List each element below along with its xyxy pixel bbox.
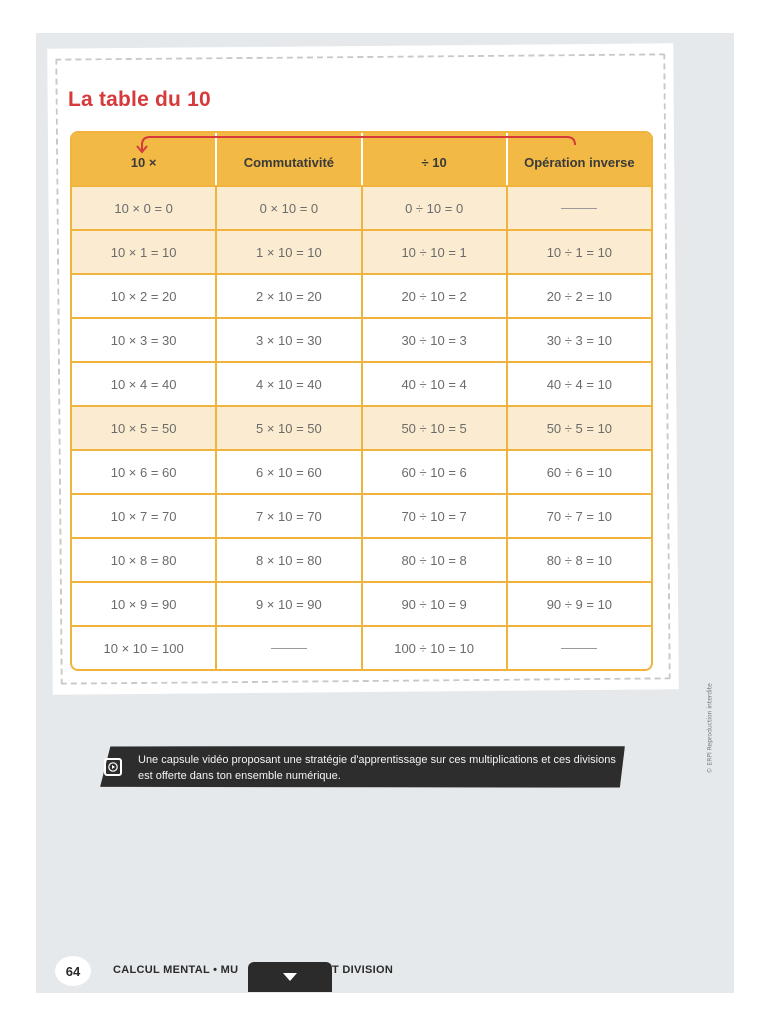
table-cell: 10 × 8 = 80 — [110, 552, 177, 568]
multiplication-table — [70, 131, 653, 671]
table-body — [72, 185, 651, 669]
video-banner-text: Une capsule vidéo proposant une stratégie d'apprentissage sur ces multiplications et ces divisions est offerte dans ton ensemble numérique. — [138, 754, 616, 782]
inverse-arrow — [70, 131, 649, 171]
table-cell: 10 × 3 = 30 — [110, 332, 177, 348]
table-row — [72, 449, 651, 493]
table-cell — [215, 627, 360, 669]
table-cell: 20 ÷ 2 = 10 — [506, 275, 651, 317]
table-cell: 60 ÷ 6 = 10 — [506, 451, 651, 493]
table-cell: 100 ÷ 10 = 10 — [361, 627, 506, 669]
footer-section-title-end: T DIVISION — [332, 964, 394, 976]
header-cell: ÷ 10 — [361, 133, 506, 185]
table-cell: 10 ÷ 1 = 10 — [506, 231, 651, 273]
table-cell: 70 ÷ 10 = 7 — [361, 495, 506, 537]
empty-dash — [561, 648, 597, 649]
table-cell: 40 ÷ 4 = 10 — [506, 363, 651, 405]
table-cell: 50 ÷ 10 = 5 — [361, 407, 506, 449]
table-cell: 10 ÷ 10 = 1 — [361, 231, 506, 273]
table-cell: 10 × 4 = 40 — [110, 376, 177, 392]
table-cell: 70 ÷ 7 = 10 — [506, 495, 651, 537]
footer-section-title: CALCUL MENTAL • MU — [113, 964, 239, 976]
header-cell: 10 × — [130, 154, 157, 170]
copyright-note: © ERPI Reproduction interdite — [706, 683, 714, 774]
table-cell: 10 × 0 = 0 — [114, 200, 173, 216]
table-cell: 4 × 10 = 40 — [215, 363, 360, 405]
table-cell: 20 ÷ 10 = 2 — [361, 275, 506, 317]
table-cell: 60 ÷ 10 = 6 — [361, 451, 506, 493]
table-row — [72, 361, 651, 405]
chevron-down-icon — [283, 973, 297, 982]
table-row — [72, 273, 651, 317]
table-cell: 9 × 10 = 90 — [215, 583, 360, 625]
table-cell: 50 ÷ 5 = 10 — [506, 407, 651, 449]
header-cell: Commutativité — [215, 133, 360, 185]
table-cell: 7 × 10 = 70 — [215, 495, 360, 537]
table-cell: 80 ÷ 8 = 10 — [506, 539, 651, 581]
table-cell: 10 × 9 = 90 — [110, 596, 177, 612]
table-cell: 30 ÷ 3 = 10 — [506, 319, 651, 361]
empty-dash — [271, 648, 307, 649]
table-cell: 10 × 7 = 70 — [110, 508, 177, 524]
page-number-badge: 64 — [55, 956, 91, 986]
table-cell: 1 × 10 = 10 — [215, 231, 360, 273]
table-cell: 0 ÷ 10 = 0 — [361, 187, 506, 229]
table-cell: 10 × 1 = 10 — [110, 244, 177, 260]
table-row — [72, 405, 651, 449]
table-row — [72, 493, 651, 537]
table-cell: 0 × 10 = 0 — [215, 187, 360, 229]
table-cell: 6 × 10 = 60 — [215, 451, 360, 493]
table-cell — [506, 627, 651, 669]
table-cell: 10 × 5 = 50 — [110, 420, 177, 436]
table-cell: 30 ÷ 10 = 3 — [361, 319, 506, 361]
table-row — [72, 229, 651, 273]
toolbar-toggle-button[interactable] — [248, 962, 332, 992]
table-cell: 80 ÷ 10 = 8 — [361, 539, 506, 581]
table-row — [72, 537, 651, 581]
table-row — [72, 625, 651, 669]
header-cell: Opération inverse — [506, 133, 651, 185]
table-cell: 5 × 10 = 50 — [215, 407, 360, 449]
table-row — [72, 185, 651, 229]
table-row — [72, 317, 651, 361]
play-video-icon[interactable] — [104, 758, 122, 776]
table-cell: 10 × 10 = 100 — [103, 640, 184, 656]
page-title: La table du 10 — [68, 88, 211, 111]
table-cell: 10 × 2 = 20 — [110, 288, 177, 304]
table-cell — [506, 187, 651, 229]
table-cell: 90 ÷ 9 = 10 — [506, 583, 651, 625]
table-cell: 40 ÷ 10 = 4 — [361, 363, 506, 405]
table-cell: 2 × 10 = 20 — [215, 275, 360, 317]
empty-dash — [561, 208, 597, 209]
table-cell: 8 × 10 = 80 — [215, 539, 360, 581]
table-cell: 90 ÷ 10 = 9 — [361, 583, 506, 625]
table-cell: 10 × 6 = 60 — [110, 464, 177, 480]
table-cell: 3 × 10 = 30 — [215, 319, 360, 361]
table-row — [72, 581, 651, 625]
